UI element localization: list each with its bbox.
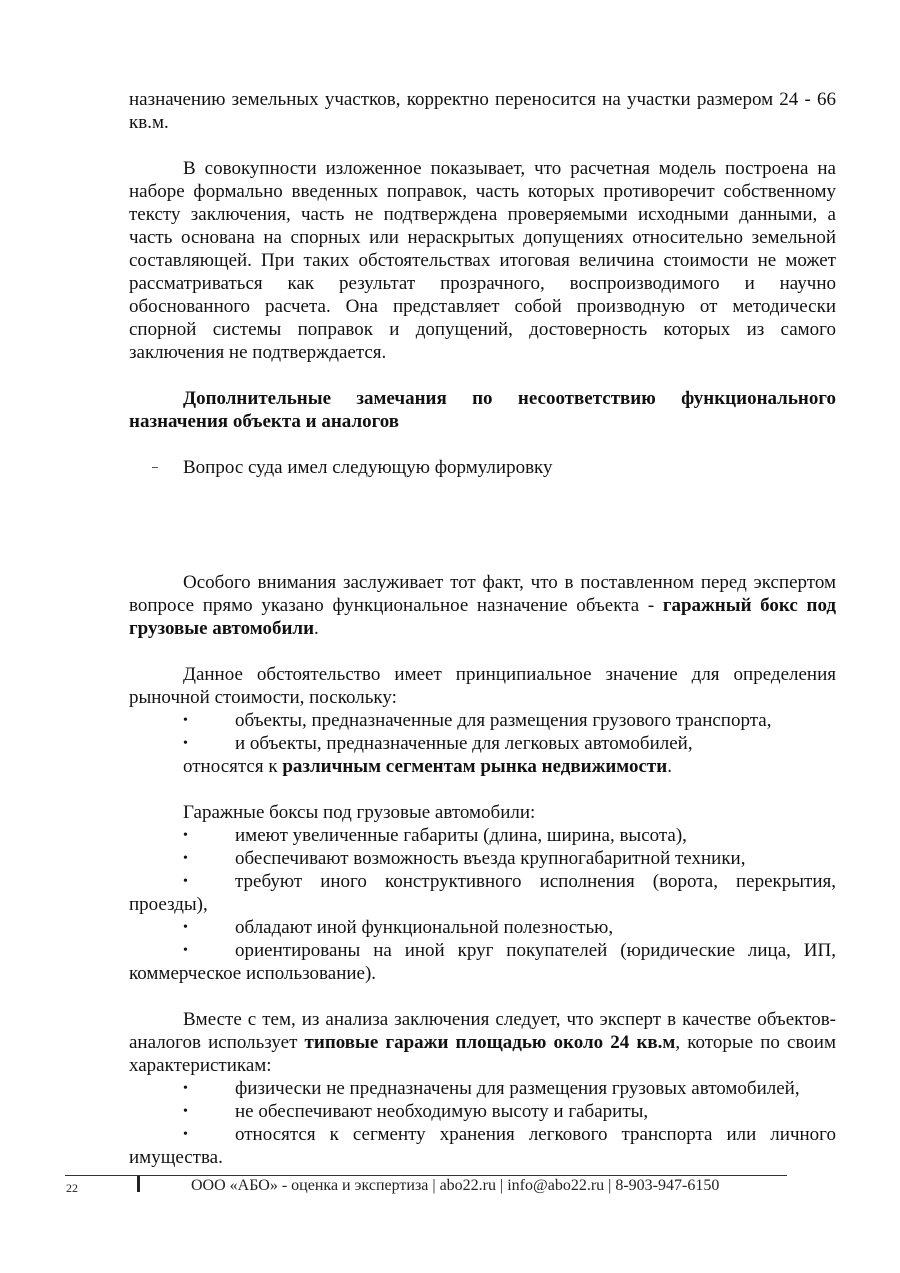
- list-item: • относятся к сегменту хранения легкового транспорта или личного имущества.: [129, 1123, 836, 1169]
- list1-after-end: .: [667, 756, 672, 777]
- list-item: • требуют иного конструктивного исполнения (ворота, перекрытия, проезды),: [129, 870, 836, 916]
- bullet-list-truck-garages: [129, 824, 836, 985]
- p7-end: , которые по своим характеристикам:: [129, 1032, 836, 1076]
- p4-bold: гаражный бокс под грузовые автомобили: [129, 595, 837, 639]
- footer-separator-bar: [137, 1176, 140, 1192]
- list-item: • и объекты, предназначенные для легковых автомобилей,: [129, 732, 836, 755]
- p7-text: Вместе с тем, из анализа заключения следует, что эксперт в качестве объектов-аналогов использует: [129, 1009, 836, 1053]
- list-item: • ориентированы на иной круг покупателей (юридические лица, ИП, коммерческое использование).: [129, 939, 836, 985]
- p4-end: .: [314, 618, 319, 639]
- paragraph-segments-conclusion: [129, 755, 836, 778]
- list1-after-bold: различным сегментам рынка недвижимости: [282, 756, 668, 777]
- footer-contact-text: ООО «АБО» - оценка и экспертиза | abo22.ru | info@abo22.ru | 8-903-947-6150: [191, 1177, 720, 1194]
- p7-bold: типовые гаражи площадью около 24 кв.м: [304, 1032, 676, 1053]
- p4-text: Особого внимания заслуживает тот факт, что в поставленном перед экспертом вопросе прямо указано функциональное назначение объекта -: [129, 572, 836, 616]
- section-heading: Дополнительные замечания по несоответствию функционального назначения объекта и аналогов: [129, 388, 836, 432]
- page-number: 22: [66, 1181, 78, 1195]
- paragraph-truck-garages: Гаражные боксы под грузовые автомобили:: [183, 802, 536, 823]
- document-page: [129, 88, 836, 1169]
- paragraph-significance: Данное обстоятельство имеет принципиальное значение для определения рыночной стоимости, поскольку:: [129, 664, 836, 708]
- paragraph-analogs: [129, 1008, 836, 1077]
- dash-mark: [152, 467, 158, 468]
- list-item: • обеспечивают возможность въезда крупногабаритной техники,: [129, 847, 836, 870]
- list-item: • не обеспечивают необходимую высоту и габариты,: [129, 1100, 836, 1123]
- bullet-list-segments: [129, 709, 836, 755]
- paragraph-functional-purpose: [129, 571, 836, 640]
- list-item: • имеют увеличенные габариты (длина, ширина, высота),: [129, 824, 836, 847]
- list-item: • объекты, предназначенные для размещения грузового транспорта,: [129, 709, 836, 732]
- paragraph-court-question: Вопрос суда имел следующую формулировку: [183, 457, 553, 478]
- list-item: • обладают иной функциональной полезностью,: [129, 916, 836, 939]
- list1-after-text: относятся к: [183, 756, 283, 777]
- list-item: • физически не предназначены для размещения грузовых автомобилей,: [129, 1077, 836, 1100]
- paragraph-continuation: назначению земельных участков, корректно переносится на участки размером 24 - 66 кв.м.: [129, 89, 836, 133]
- footer-rule: [65, 1175, 787, 1176]
- bullet-list-analogs: [129, 1077, 836, 1169]
- paragraph-summary: В совокупности изложенное показывает, что расчетная модель построена на наборе формально введенных поправок, часть которых противоречит собственному тексту заключения, часть не подтверждена проверяемыми исходными данными, а часть основана на спорных или нераскрытых допущениях относительно земельной составляющей. При таких обстоятельствах итоговая величина стоимости не может рассматриваться как результат прозрачного, воспроизводимого и научно обоснованного расчета. Она представляет собой производную от методически спорной системы поправок и допущений, достоверность которых из самого заключения не подтверждается.: [129, 158, 836, 363]
